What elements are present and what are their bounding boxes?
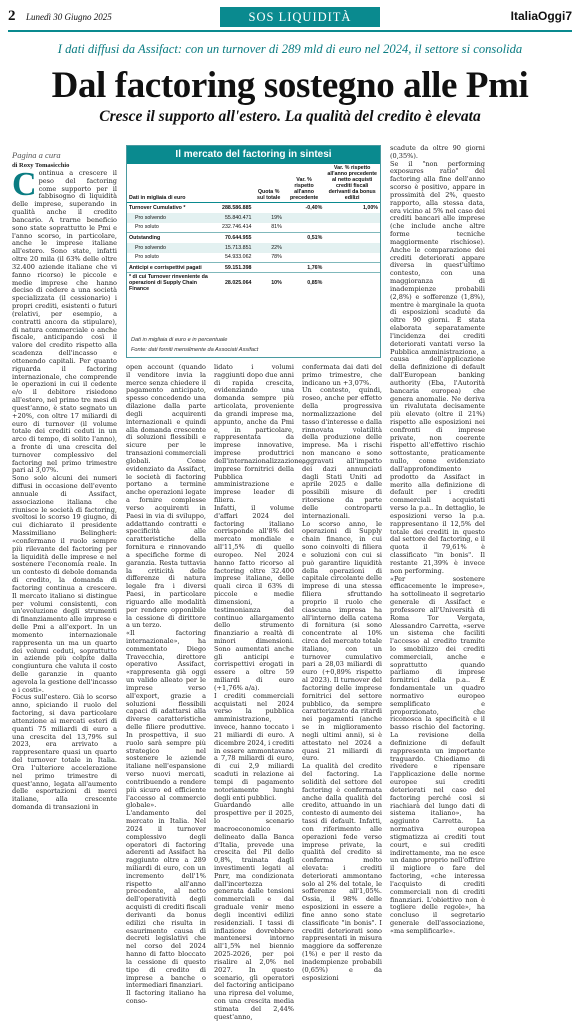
- table-cell: 55.840.471: [213, 213, 253, 223]
- paragraph: Se il "non performing exposures ratio" del factoring alla fine dell'anno scorso è positivo, appare in prossimità del 2%, questo rapporto, alla stessa data, era vicino al 5% nel caso dei crediti bancari alle imprese (che include anche altre forme tecniche maggiormente rischiose). Anche le comparazione dei crediti deteriorati appare diversa in quest'ultimo contesto, con una maggioranza di inadempienze probabili (2,8%) e sofferenze (1,8%), mentre è marginale la quota di esposizioni scadute da oltre 90 giorni. È stata elaborata separatamente l'incidenza dei crediti deteriorati vantati verso la Pubblica amministrazione, a causa dell'applicazione della definizione di default dall'European banking authority (Eba, l'Autorità bancaria europea) che genera anomalie. Ne deriva un rivalutata decisamente più elevato (oltre il 21%) rispetto alle esposizioni nei confronti di imprese private, non coerente rispetto all'effettivo rischio sottostante, praticamente nullo, come evidenziato dall'approfondimento prodotto da Assifact in merito alla definizione di default per i crediti commerciali acquistati verso la p.a.. In dettaglio, le esposizioni verso la p.a. rappresentano il 12,5% del totale dei crediti in questo dal settore del factoring, e il quota il 79,61% è classificato "in bonis". Il restante 21,39% è invece non performing.: [390, 159, 485, 575]
- table-header-row: [127, 164, 380, 203]
- issue-date: Lunedì 30 Giugno 2025: [26, 12, 112, 22]
- table-cell: 22%: [253, 243, 283, 253]
- table-cell: [284, 223, 324, 233]
- factoring-table: [127, 164, 380, 293]
- table-cell: 0,51%: [284, 233, 324, 243]
- article-column-3: [214, 363, 305, 1021]
- table-header: Quota % sul totale: [253, 164, 283, 203]
- table-footnote: Dati in migliaia di euro e in percentuale: [131, 337, 228, 343]
- header-rule: [8, 30, 572, 32]
- page-number: 2: [8, 8, 16, 24]
- newspaper-logo: ItaliaOggi7: [510, 9, 572, 23]
- table-cell: 19%: [253, 213, 283, 223]
- table-cell: 70.644.955: [213, 233, 253, 243]
- table-row: [127, 263, 380, 273]
- headline: Dal factoring sostegno alle Pmi: [51, 65, 529, 106]
- paragraph: Infatti, il volume d'affari 2024 del factoring italiano corrisponde all'8% del mercato mondiale e all'11,5% di quello europeo. Nel 2024 hanno fatto ricorso al factoring oltre 32.400 imprese italiane, delle quali circa il 63% di piccole e medie dimensioni, a testimonianza del continuo allargamento dello strumento finanziario a realtà di minori dimensioni. Sono aumentati anche gli anticipi e corrispettivi erogati in essere a oltre 59 miliardi di euro (+1,76% a/a).: [214, 503, 294, 692]
- paragraph: lidato i volumi raggiunti dopo due anni di rapida crescita, evidenziando una domanda sempre più articolata, proveniente da grandi imprese ma, appunto, anche da Pmi e, in particolare, rappresentata da imprese innovative, imprese produttrici dell'internazionalizzazione, imprese fornitrici della Pubblica amministrazione e imprese leader di filiera.: [214, 363, 305, 505]
- table-row: [127, 253, 380, 263]
- paragraph: «Il factoring internazionale», ha commentato Diego Travecchia, direttore operativo Assifact, «rappresenta già oggi un valido alleato per le imprese verso all'export, grazie a soluzioni flessibili capaci di adattarsi alla diverse caratteristiche delle filiere produttive. In prospettiva, il suo ruolo sarà sempre più strategico nel sostenere le aziende italiane nell'espansione verso nuovi mercati, contribuendo a rendere più sicuro ed efficiente l'accesso al commercio globale».: [126, 629, 206, 810]
- paragraph: [12, 166, 117, 475]
- table-cell: [324, 213, 380, 223]
- table-cell: -0,40%: [284, 203, 324, 213]
- table-cell: 10%: [253, 273, 283, 294]
- table-header: Var. % rispetto all'anno precedente al netto acquisti crediti fiscali derivanti da bonus edilizi: [324, 164, 380, 203]
- table-cell: 0,85%: [284, 273, 324, 294]
- table-cell: [324, 253, 380, 263]
- table-header: [213, 164, 253, 203]
- table-cell: [324, 263, 380, 273]
- table-cell: Pro solvendo: [127, 213, 213, 223]
- table-cell: 15.713.851: [213, 243, 253, 253]
- paragraph: I crediti commerciali acquistati nel 2024 verso la pubblica amministrazione, invece, hanno toccato i 21 miliardi di euro. A dicembre 2024, i crediti in essere ammontavano a 7,78 miliardi di euro, di cui 2,9 miliardi scaduti in relazione ai tempi di pagamento notoriamente lunghi degli enti pubblici.: [214, 691, 294, 802]
- article-column-1: [12, 166, 117, 812]
- table-title: Il mercato del factoring in sintesi: [127, 146, 380, 164]
- table-cell: [324, 243, 380, 253]
- drop-cap: C: [12, 166, 37, 203]
- paragraph: Il factoring italiano ha conso-: [126, 989, 206, 1006]
- table-row: [127, 223, 380, 233]
- subhead: Cresce il supporto all'estero. La qualità del credito è elevata: [99, 108, 481, 125]
- table-cell: Pro soluto: [135, 254, 159, 261]
- factoring-table-box: [126, 145, 381, 358]
- byline-page-label: Pagina a cura: [12, 150, 61, 160]
- table-cell: 59.151.398: [213, 263, 253, 273]
- paragraph: Guardando alle prospettive per il 2025, lo scenario macroeconomico delineato dalla Banca d'Italia, prevede una crescita del Pil dello 0,8%, trainata dagli investimenti legati al Pnrr, ma condizionata dall'incertezza generata dalle tensioni commerciali e dal graduale venir meno degli incentivi edilizi residenziali. I tassi di inflazione dovrebbero mantenersi intorno all'1,5% nel biennio 2025-2026, per poi risalire al 2,0% nel 2027. In questo scenario, gli operatori del factoring anticipano una ripresa del volume, con una crescita media stimata del 2,44% quest'anno,: [214, 801, 294, 1021]
- table-cell: Pro soluto: [135, 224, 159, 231]
- table-cell: Pro solvendo: [127, 243, 213, 253]
- table-cell: [253, 203, 283, 213]
- article-column-5: [390, 144, 485, 935]
- table-cell: [284, 213, 324, 223]
- table-cell: Turnover Cumulativo *: [127, 203, 213, 213]
- table-cell: [253, 233, 283, 243]
- paragraph: Sono solo alcuni dei numeri diffusi in occasione dell'evento annuale di Assifact, associazione italiana che riunisce le società di factoring, svoltosi lo scorso 19 giugno, di cui dichiarato il presidente Massimiliano Belingheri: «confermano il ruolo sempre più rilevante del factoring per la liquidità delle imprese e nel sostenere l'economia reale. In un contesto di debole domanda di credito, la domanda di factoring continua a crescere. Il mercato italiano si distingue per volumi consistenti, con un'evoluzione degli strumenti di finanziamento alle imprese e delle Pmi a all'export. In un momento internazionale rappresenta un ma un quarto dei volumi ceduti, soprattutto in aziende più colpite dalla congiuntura che valuta il costo delle garanzie in quanto agevola la gestione dell'incasso e i costi».: [12, 474, 117, 694]
- kicker: I dati diffusi da Assifact: con un turnover di 289 mld di euro nel 2024, il settore si consolida: [57, 42, 523, 56]
- article-column-2: [126, 363, 206, 1006]
- paragraph: open account (quando il venditore invia la merce senza chiedere il pagamento anticipato, spesso concedendo una dilazione dalla parte degli acquirenti internazionali e quindi alla domanda crescente di soluzioni flessibili e sicure per le transazioni commerciali globali. Come evidenziato da Assifact, le società di factoring portano a termine anche operazioni legate a fornire complesse verso acquirenti in Paesi in via di sviluppo, addattando contratti e specificità alle caratteristiche della fornitura e rinnovando a specifiche forme di garanzia. Resta tuttavia la criticità delle differenze di natura legale fra i diversi Paesi, in particolare riguardo alle modalità per rendere opponibile la cessione di dirittore a un terzo.: [126, 363, 206, 630]
- table-cell: Outstanding: [127, 233, 213, 243]
- table-cell: [324, 273, 380, 294]
- paragraph: scadute da oltre 90 giorni (0,35%).: [390, 144, 485, 160]
- table-row: [127, 203, 380, 213]
- paragraph-text: ontinua a crescere il peso del factoring come supporto per il fabbisogno di liquidità delle imprese, superando in qualità anche il credito bancario. A trarne beneficio sono state soprattutto le Pmi e l'anno scorso, in particolare, anche le imprese italiane all'estero. Sono state, infatti oltre 20 mila (il 63% delle oltre 32.400 aziende italiane che vi fanno ricorso) le piccole e medie imprese che hanno deciso di cedere a una società specializzata (il cessionario) i propri crediti, esistenti o futuri (relativi, per esempio, a contratti ancora da stipulare), di natura commerciale o anche fiscale, anticipando così il valore del credito rispetto alla scadenza dell'incasso e ottenendo capitali. Per quanto riguarda il factoring internazionale, che comprende le operazioni in cui il cedente e/o il debitore risiedono all'estero, nel primo tre mesi di quest'anno, è stato segnato un +20%, con oltre 17 miliardi di euro di turnover (il volume totale dei crediti ceduti in un arco di tempo, di solito l'anno), a fronte di una crescita del turnover complessivo del factoring nel primo trimestre pari al 3,07%.: [12, 169, 117, 475]
- table-cell: * di cui Turnover rinveniente da operazioni di Supply Chain Finance: [127, 273, 213, 294]
- paragraph: L'andamento del mercato in Italia. Nel 2024 il turnover complessivo degli operatori di factoring aderenti ad Assifact ha raggiunto oltre a 289 miliardi di euro, con un incremento dell'1% rispetto all'anno precedente, al netto dell'operatività degli acquisti di crediti fiscali derivanti da bonus edilizi che risulta in esaurimento causa di decreti legislativi che nel corso del 2024 hanno di fatto bloccato la cessione di questo tipo di credito di imprese a banche o intermediari finanziari.: [126, 809, 206, 990]
- table-source: Fonte: dati forniti mensilmente da Associati Assifact: [131, 347, 259, 353]
- table-cell: [284, 243, 324, 253]
- paragraph: Un contesto, quindi, roseo, anche per effetto della progressiva normalizzazione del tasso d'interesse e dalla rinnovata volatilità della produzione delle imprese. Ma i rischi non mancano e sono aggravati all'impatto dei dazi annunciati dagli Stati Uniti ad aprile 2025 e dalle possibili misure di ritorsione da parte delle controparti internazionali.: [302, 386, 382, 520]
- table-cell: 1,00%: [324, 203, 380, 213]
- article-column-4: [302, 363, 382, 982]
- table-row: [127, 243, 380, 253]
- table-row: [127, 233, 380, 243]
- table-cell: 54.933.062: [224, 254, 252, 261]
- table-header: Dati in migliaia di euro: [127, 164, 213, 203]
- table-cell: [284, 253, 324, 263]
- table-cell: 232.746.414: [222, 224, 252, 231]
- table-cell: 288.586.885: [213, 203, 253, 213]
- table-cell: 81%: [271, 224, 282, 231]
- table-cell: [324, 223, 380, 233]
- paragraph: Focus sull'estero. Già lo scorso anno, spiciando il ruolo del factoring, si dava particolare attenzione ai mercati esteri di quanti 75 miliardi di euro a una crescita del 13,79% sul 2023, era arrivato a rappresentare quasi un quarto del turnover totale in Italia. Ora l'ulteriore accelerazione nel primo trimestre di quest'anno, legata all'aumento delle esportazioni di merci italiane, alla crescente domanda di transazioni in: [12, 693, 117, 812]
- table-cell: Anticipi e corrispettivi pagati: [127, 263, 213, 273]
- paragraph: Lo scorso anno, le operazioni di Supply chain finance, in cui sono coinvolti di filiera e soluzioni con cui si può garantire liquidità della operazioni di capitale circolante delle imprese di una stessa filiera sfruttando proprio il ruolo che ciascuna impresa ha all'interno della catena di fornitura (si sono concentrate al 10% circa del mercato totale italiano, con un turnover cumulativo pari a 28,03 miliardi di euro (+0,89% rispetto al 2023). Il turnover del factoring delle imprese fornitrici del settore pubblico, da sempre caratterizzato da ritardi nei pagamenti (anche se in miglioramento negli ultimi anni), si è attestato nel 2024 a quasi 21 miliardi di euro.: [302, 519, 382, 763]
- table-cell: 78%: [271, 254, 282, 261]
- paragraph: confermata dai dati del primo trimestre, che indicano un +3,07%.: [302, 363, 382, 387]
- table-cell: 28.025.064: [213, 273, 253, 294]
- section-label[interactable]: SOS LIQUIDITÀ: [220, 7, 380, 27]
- table-row: [127, 213, 380, 223]
- table-cell: 1,76%: [284, 263, 324, 273]
- table-cell: [324, 233, 380, 243]
- table-cell: [253, 263, 283, 273]
- byline-author: di Roxy Tomasicchio: [12, 162, 70, 169]
- paragraph: La qualità del credito del factoring. La solidità del settore del factoring è confermata anche dalla qualità del credito, attuando in un contesto di aumento dei tassi di default. Infatti, con riferimento alle operazioni fede verso imprese private, la qualità del credito si conferma molto elevata: i crediti deteriorati ammontano solo al 2% del totale, le sofferenze all'1,05%. Ossia, il 98% delle esposizioni in essere a fine anno sono state classificate "in bonis". I crediti deteriorati sono rappresentati in misura maggiore da sofferenze (1%) e per il resto da inadempienze probabili (0,65%) e da esposizioni: [302, 762, 382, 982]
- paragraph: «Per sostenere efficacemente le imprese», ha sottolineato il segretario generale di Assifact e professore all'Università di Roma Tor Vergata, Alessandro Carretta, «serve un sistema che faciliti l'accesso al credito tramite lo smobilizzo dei crediti commerciali, anche e soprattutto quando parliamo di imprese fornitrici della p.a.. È fondamentale un quadro normativo europeo semplificato e proporzionato, che riconosca la specificità e il basso rischio del factoring. La revisione della definizione di default rappresenta un importante traguardo. Chiediamo di rivedere e ripensare l'applicazione delle norme europee sui crediti deteriorati nel caso del factoring perché così si riachiarà del lungo dati di sistema italiano», ha aggiunto Carretta. La normativa europea stigmatizza ai crediti tout court, e sui crediti indirettamente, ma ne esce un danno proprio nell'offrire il migliore o fare del factoring, «che interessa l'acquisto di crediti commerciali non di crediti finanziari. L'obiettivo non è togliere delle regole», ha concluso il segretario generale dell'associazione, «ma semplificarle».: [390, 574, 485, 935]
- table-header: Var. % rispetto all'anno precedente: [284, 164, 324, 203]
- masthead: [8, 6, 572, 32]
- table-row: [127, 273, 380, 294]
